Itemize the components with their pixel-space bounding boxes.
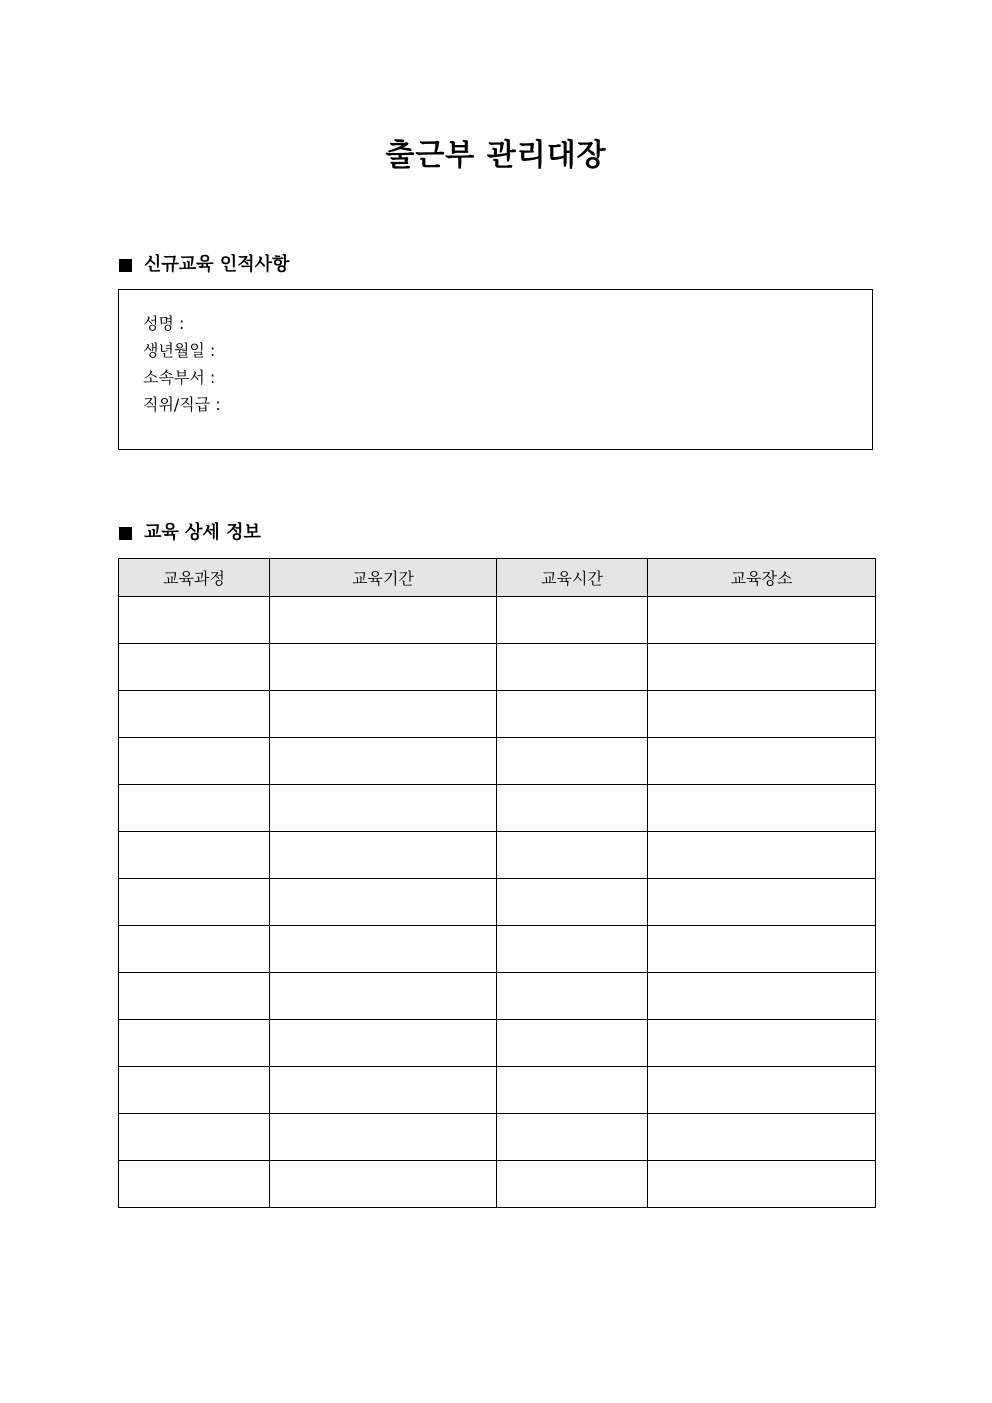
section-heading-label: 교육 상세 정보 bbox=[144, 522, 261, 543]
table-cell[interactable] bbox=[270, 879, 497, 926]
personal-info-box bbox=[118, 289, 873, 450]
table-row bbox=[119, 738, 876, 785]
table-cell[interactable] bbox=[497, 973, 648, 1020]
table-cell[interactable] bbox=[119, 1161, 270, 1208]
birthdate-field-label: 생년월일 : bbox=[143, 341, 216, 360]
column-header-location: 교육장소 bbox=[648, 559, 876, 597]
table-row bbox=[119, 1114, 876, 1161]
column-header-period: 교육기간 bbox=[270, 559, 497, 597]
column-header-hours: 교육시간 bbox=[497, 559, 648, 597]
column-header-course: 교육과정 bbox=[119, 559, 270, 597]
table-cell[interactable] bbox=[119, 1020, 270, 1067]
table-cell[interactable] bbox=[119, 973, 270, 1020]
table-row bbox=[119, 644, 876, 691]
table-cell[interactable] bbox=[648, 879, 876, 926]
education-detail-table bbox=[118, 558, 876, 1208]
table-row bbox=[119, 597, 876, 644]
table-cell[interactable] bbox=[119, 1067, 270, 1114]
section-heading-education-detail bbox=[119, 521, 261, 545]
table-row bbox=[119, 785, 876, 832]
table-cell[interactable] bbox=[648, 597, 876, 644]
table-cell[interactable] bbox=[497, 926, 648, 973]
table-cell[interactable] bbox=[648, 1114, 876, 1161]
department-field-label: 소속부서 : bbox=[143, 368, 216, 387]
table-header-row bbox=[119, 559, 876, 597]
table-cell[interactable] bbox=[497, 879, 648, 926]
table-cell[interactable] bbox=[270, 832, 497, 879]
table-cell[interactable] bbox=[497, 738, 648, 785]
table-cell[interactable] bbox=[648, 644, 876, 691]
table-cell[interactable] bbox=[119, 879, 270, 926]
bullet-square-icon bbox=[119, 259, 132, 272]
section-heading-label: 신규교육 인적사항 bbox=[144, 254, 290, 275]
table-cell[interactable] bbox=[119, 926, 270, 973]
table-row bbox=[119, 832, 876, 879]
table-cell[interactable] bbox=[270, 785, 497, 832]
table-cell[interactable] bbox=[648, 1020, 876, 1067]
table-cell[interactable] bbox=[497, 597, 648, 644]
table-row bbox=[119, 1067, 876, 1114]
table-cell[interactable] bbox=[497, 691, 648, 738]
table-cell[interactable] bbox=[119, 644, 270, 691]
table-cell[interactable] bbox=[119, 597, 270, 644]
table-cell[interactable] bbox=[270, 926, 497, 973]
table-cell[interactable] bbox=[119, 738, 270, 785]
table-cell[interactable] bbox=[270, 738, 497, 785]
table-row bbox=[119, 879, 876, 926]
table-cell[interactable] bbox=[648, 691, 876, 738]
table-cell[interactable] bbox=[270, 1114, 497, 1161]
table-cell[interactable] bbox=[119, 832, 270, 879]
table-row bbox=[119, 1020, 876, 1067]
table-cell[interactable] bbox=[648, 785, 876, 832]
table-cell[interactable] bbox=[497, 1020, 648, 1067]
table-cell[interactable] bbox=[270, 691, 497, 738]
table-row bbox=[119, 691, 876, 738]
table-body bbox=[119, 597, 876, 1208]
table-cell[interactable] bbox=[270, 597, 497, 644]
table-cell[interactable] bbox=[648, 1067, 876, 1114]
table-cell[interactable] bbox=[497, 832, 648, 879]
table-cell[interactable] bbox=[497, 1114, 648, 1161]
table-cell[interactable] bbox=[270, 973, 497, 1020]
table-cell[interactable] bbox=[119, 691, 270, 738]
table-cell[interactable] bbox=[270, 644, 497, 691]
table-cell[interactable] bbox=[648, 926, 876, 973]
table-cell[interactable] bbox=[119, 1114, 270, 1161]
table-cell[interactable] bbox=[497, 1067, 648, 1114]
table-cell[interactable] bbox=[497, 644, 648, 691]
table-cell[interactable] bbox=[119, 785, 270, 832]
table-cell[interactable] bbox=[497, 1161, 648, 1208]
table-cell[interactable] bbox=[648, 832, 876, 879]
name-field-label: 성명 : bbox=[143, 314, 185, 333]
position-field-label: 직위/직급 : bbox=[143, 395, 221, 414]
bullet-square-icon bbox=[119, 527, 132, 540]
table-cell[interactable] bbox=[648, 1161, 876, 1208]
table-cell[interactable] bbox=[270, 1020, 497, 1067]
table-cell[interactable] bbox=[648, 973, 876, 1020]
table-cell[interactable] bbox=[270, 1067, 497, 1114]
table-row bbox=[119, 1161, 876, 1208]
section-heading-personal-info bbox=[119, 253, 289, 277]
page-title: 출근부 관리대장 bbox=[385, 138, 607, 173]
table-cell[interactable] bbox=[270, 1161, 497, 1208]
table-row bbox=[119, 926, 876, 973]
table-cell[interactable] bbox=[497, 785, 648, 832]
table-row bbox=[119, 973, 876, 1020]
table-cell[interactable] bbox=[648, 738, 876, 785]
